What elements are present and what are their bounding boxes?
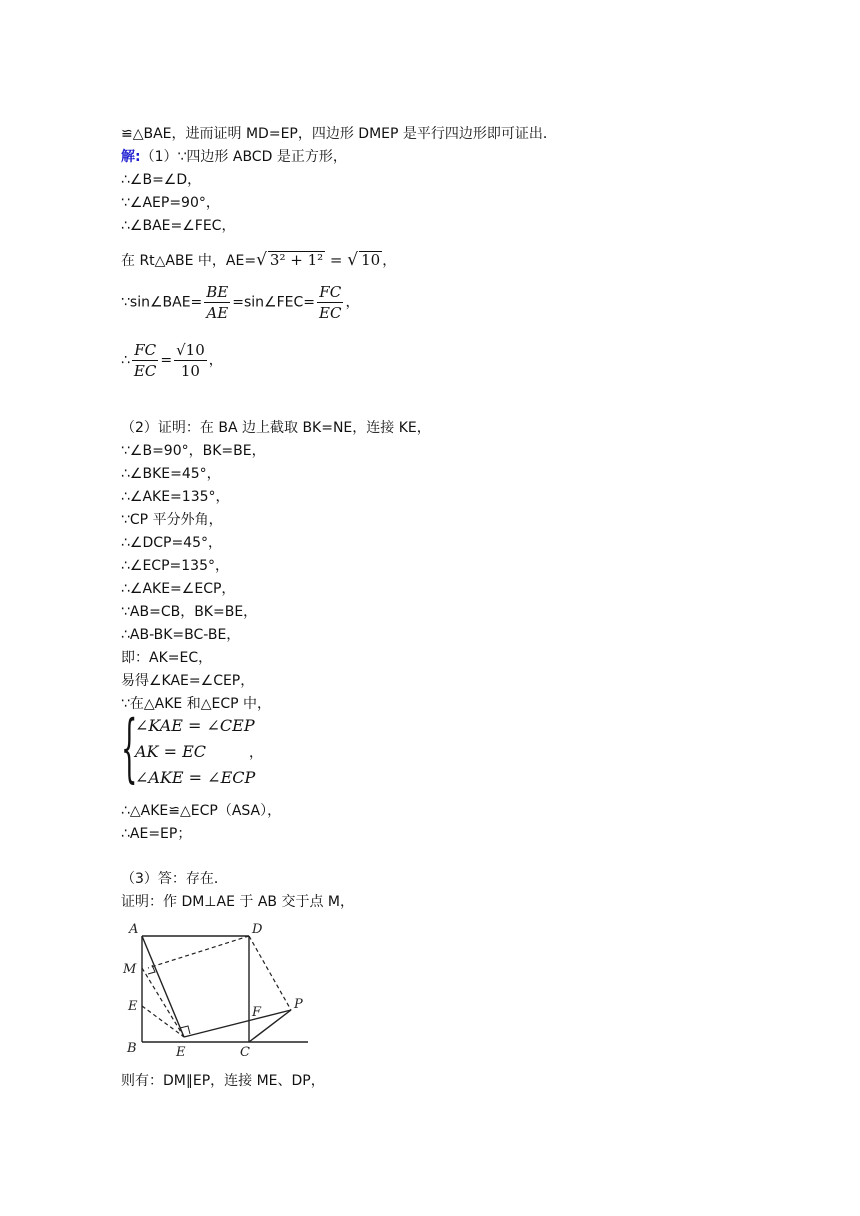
system-eq-3: ∠AKE = ∠ECP <box>135 768 256 787</box>
line-10: ∵∠B=90°，BK=BE， <box>121 443 266 459</box>
left-brace: { <box>121 705 138 791</box>
fraction-numerator: √10 <box>176 341 205 359</box>
therefore-symbol: ∴ <box>121 352 130 369</box>
system-eq-2: AK = EC <box>135 742 207 761</box>
line-9: （2）证明：在 BA 边上截取 BK=NE，连接 KE， <box>121 420 431 436</box>
line-3: ∴∠B=∠D， <box>121 172 202 188</box>
equals: = <box>325 251 348 269</box>
label-e-left: E <box>128 999 138 1014</box>
line-21: ∵在△AKE 和△ECP 中， <box>121 696 272 712</box>
fraction-be-ae <box>204 282 230 323</box>
geometry-figure <box>118 918 318 1063</box>
segment-dp <box>249 936 291 1010</box>
segment-ae <box>142 936 184 1037</box>
ae-suffix: ， <box>382 253 397 269</box>
line-19: 即：AK=EC， <box>121 650 213 666</box>
line-26: 则有：DM∥EP，连接 ME、DP， <box>121 1073 325 1089</box>
equation-system <box>121 705 341 792</box>
label-b: B <box>127 1041 137 1056</box>
ae-length-line <box>121 250 396 270</box>
fraction-fc-ec-2 <box>132 340 158 381</box>
line-18: ∴AB-BK=BC-BE， <box>121 627 241 643</box>
line-23: ∴AE=EP； <box>121 826 192 842</box>
system-comma: ， <box>249 745 263 761</box>
line-12: ∴∠AKE=135°， <box>121 489 230 505</box>
fraction-denominator: 10 <box>180 362 200 380</box>
line-14: ∴∠DCP=45°， <box>121 535 223 551</box>
line-5: ∴∠BAE=∠FEC， <box>121 218 236 234</box>
label-e: E <box>176 1045 186 1060</box>
fraction-root10-10 <box>174 340 207 381</box>
sin-middle: =sin∠FEC= <box>232 294 316 311</box>
sin-line <box>121 282 359 323</box>
ratio-line <box>121 340 223 381</box>
ae-prefix: 在 Rt△ABE 中，AE= <box>121 253 257 269</box>
line-1: ≌△BAE，进而证明 MD=EP，四边形 DMEP 是平行四边形即可证出． <box>121 126 557 142</box>
line-25: 证明：作 DM⊥AE 于 AB 交于点 M， <box>121 894 354 910</box>
system-eq-1: ∠KAE = ∠CEP <box>135 716 255 735</box>
line-13: ∵CP 平分外角， <box>121 512 223 528</box>
fraction-denominator: EC <box>133 362 157 380</box>
radicand-2: 10 <box>361 251 381 269</box>
line-24: （3）答：存在． <box>121 871 228 887</box>
label-p: P <box>294 997 303 1012</box>
part1-intro: （1）∵四边形 ABCD 是正方形， <box>140 149 347 165</box>
line-16: ∴∠AKE=∠ECP， <box>121 581 236 597</box>
sin-suffix: ， <box>345 294 360 311</box>
sin-prefix: ∵sin∠BAE= <box>121 294 203 311</box>
label-d: D <box>252 922 263 937</box>
solution-part1-line <box>121 148 347 166</box>
line-11: ∴∠BKE=45°， <box>121 466 221 482</box>
solution-label: 解: <box>121 149 141 165</box>
fraction-numerator: FC <box>317 282 343 303</box>
segment-me <box>142 968 184 1037</box>
fraction-denominator: AE <box>206 304 229 322</box>
line-4: ∵∠AEP=90°， <box>121 195 220 211</box>
fraction-fc-ec <box>317 282 343 323</box>
label-a: A <box>129 922 139 937</box>
fraction-numerator: FC <box>132 340 158 361</box>
line-20: 易得∠KAE=∠CEP， <box>121 673 255 689</box>
segment-dm <box>148 936 249 968</box>
ratio-suffix: ， <box>208 352 223 369</box>
line-17: ∵AB=CB，BK=BE， <box>121 604 258 620</box>
line-22: ∴△AKE≌△ECP（ASA）， <box>121 803 282 819</box>
radical-sign: √ <box>256 250 267 270</box>
label-f: F <box>252 1005 262 1020</box>
equals: = <box>160 352 173 369</box>
label-m: M <box>123 962 137 977</box>
line-15: ∴∠ECP=135°， <box>121 558 229 574</box>
radical-sign-2: √ <box>347 250 359 270</box>
fraction-denominator: EC <box>319 304 342 322</box>
fraction-numerator: BE <box>206 283 229 301</box>
segment-ep <box>184 1010 291 1037</box>
radicand-1: 3² + 1² <box>269 251 324 269</box>
label-c: C <box>240 1045 250 1060</box>
